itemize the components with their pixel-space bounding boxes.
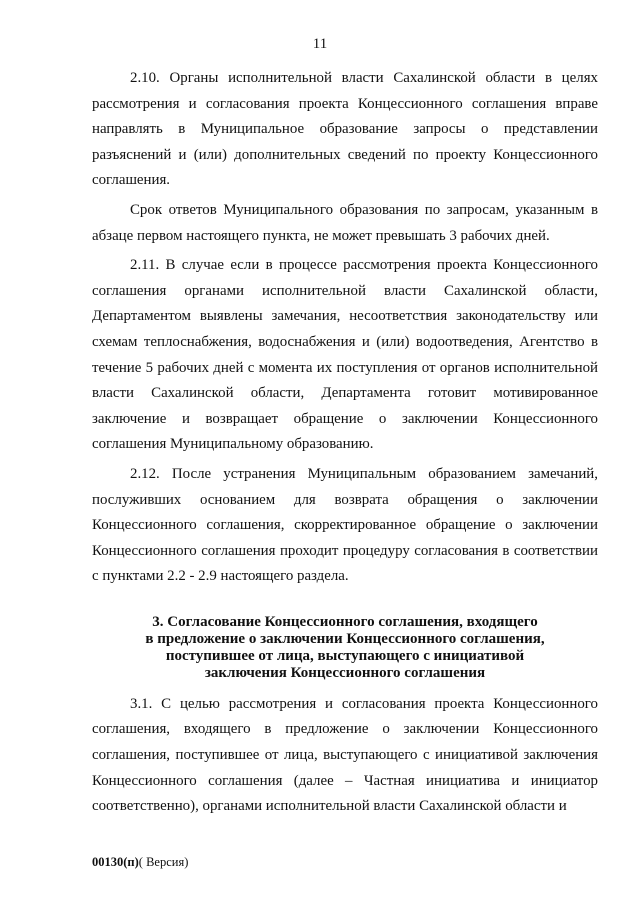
document-version: ( Версия) (138, 855, 189, 869)
section-heading-line: поступившее от лица, выступающего с инициативой (165, 647, 525, 664)
document-code: 00130(п) (92, 855, 139, 869)
section-3-heading (92, 614, 598, 682)
paragraph-2-12: 2.12. После устранения Муниципальным образованием замечаний, послуживших основанием для возврата обращения о заключении Концессионного соглашения, скорректированное обращение о заключении Концессионного соглашения проходит процедуру согласования в соответствии с пунктами 2.2 - 2.9 настоящего раздела. (92, 465, 598, 585)
section-heading-line: в предложение о заключении Концессионного соглашения, (145, 630, 545, 647)
paragraph-2-11: 2.11. В случае если в процессе рассмотрения проекта Концессионного соглашения органами исполнительной власти Сахалинской области, Департаментом выявлены замечания, несоответствия законодательству или схемам теплоснабжения, водоснабжения и (или) водоотведения, Агентство в течение 5 рабочих дней с момента их поступления от органов исполнительной власти Сахалинской области, Департамента готовит мотивированное заключение и возвращает обращение о заключении Концессионного соглашения Муниципальному образованию. (92, 257, 598, 453)
paragraph-2-10: 2.10. Органы исполнительной власти Сахалинской области в целях рассмотрения и согласования проекта Концессионного соглашения вправе направлять в Муниципальное образование запросы о представлении разъяснений и (или) дополнительных сведений по проекту Концессионного соглашения. (92, 70, 598, 189)
section-heading-line: 3. Согласование Концессионного соглашения, входящего (152, 613, 538, 630)
document-body (92, 66, 598, 824)
paragraph-2-10-deadline: Срок ответов Муниципального образования по запросам, указанным в абзаце первом настоящего пункта, не может превышать 3 рабочих дней. (92, 201, 598, 244)
document-footer (92, 855, 188, 870)
paragraph-3-1: 3.1. С целью рассмотрения и согласования проекта Концессионного соглашения, входящего в предложение о заключении Концессионного соглашения, поступившее от лица, выступающего с инициативой заключения Концессионного соглашения (далее – Частная инициатива и инициатор соответственно), органами исполнительной власти Сахалинской области и (92, 695, 598, 815)
page-number: 11 (312, 36, 328, 52)
section-heading-line: заключения Концессионного соглашения (204, 664, 486, 681)
